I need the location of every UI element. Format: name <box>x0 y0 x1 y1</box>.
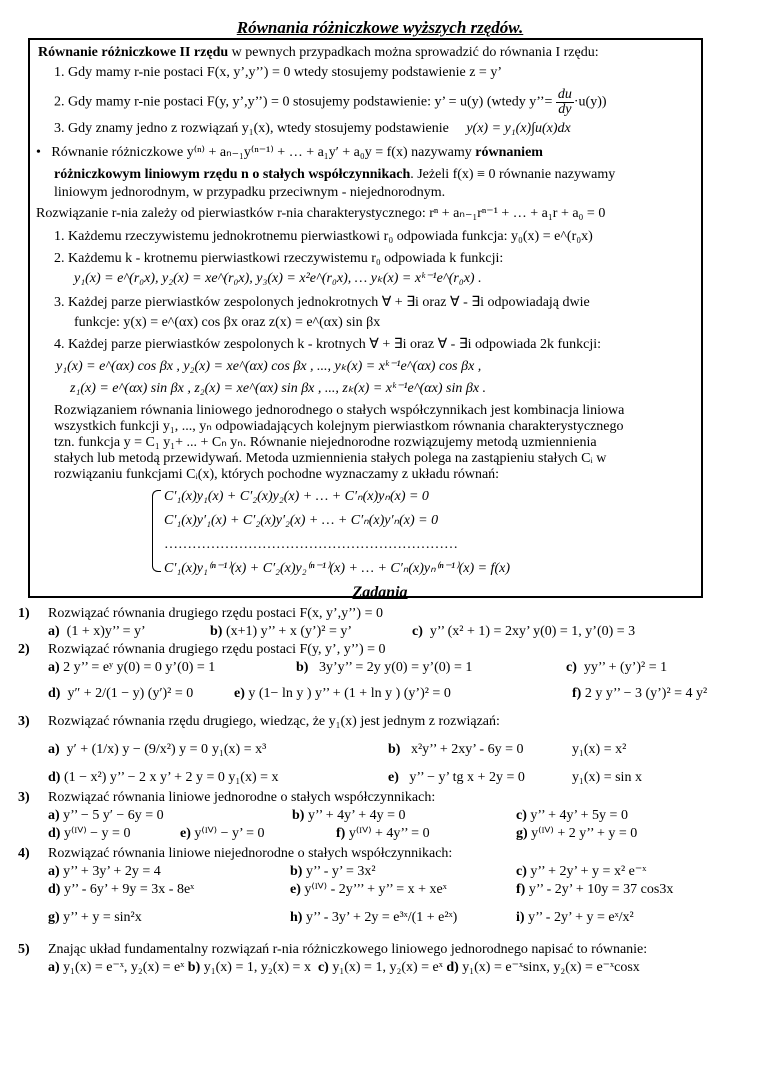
task-5a: a) y’’ + 3y’ + 2y = 4 <box>48 864 161 879</box>
task-4b: b) y’’ + 4y’ + 4y = 0 <box>292 808 406 823</box>
task-2d-eq: y″ + 2/(1 − y) (y′)² = 0 <box>67 686 194 701</box>
task-3d: d) (1 − x²) y’’ − 2 x y’ + 2 y = 0 y₁(x) = x <box>48 770 279 785</box>
task-4-text: Rozwiązać równania liniowe jednorodne o stałych współczynnikach: <box>48 790 436 805</box>
task-5-text: Rozwiązać równania liniowe niejednorodne o stałych współczynnikach: <box>48 846 453 861</box>
task-4c-eq: y’’ + 4y’ + 5y = 0 <box>530 808 628 823</box>
task-4f-eq: y⁽ᴵⱽ⁾ + 4y’’ = 0 <box>348 826 430 841</box>
case-3 <box>54 120 571 137</box>
task-2c-eq: yy’’ + (y’)² = 1 <box>583 660 668 675</box>
task-3e: e) y’’ − y’ tg x + 2y = 0 <box>388 770 525 785</box>
task-4a: a) y’’ − 5 y′ − 6y = 0 <box>48 808 164 823</box>
task-5g: g) y’’ + y = sin²x <box>48 910 142 925</box>
task-2e: e) y (1− ln y ) y’’ + (1 + ln y ) (y’)² = 0 <box>234 686 451 701</box>
case-2-tail: ·u(y)) <box>573 94 607 110</box>
task-3-text: Rozwiązać równania rzędu drugiego, wiedząc, że y₁(x) jest jednym z rozwiązań: <box>48 714 500 729</box>
task-1b: b) (x+1) y’’ + x (y’)² = y’ <box>210 624 353 639</box>
task-2f: f) 2 y y’’ − 3 (y’)² = 4 y² <box>572 686 708 701</box>
task-2-text: Rozwiązać równania drugiego rzędu postaci F(y, y’, y’’) = 0 <box>48 642 386 657</box>
root-case-3: 3. Każdej parze pierwiastków zespolonych jednokrotnych ∀ + ∃i oraz ∀ - ∃i odpowiadają dwie <box>54 295 590 310</box>
task-3d-eq: (1 − x²) y’’ − 2 x y’ + 2 y = 0 y₁(x) = x <box>63 770 279 785</box>
task-5i: i) y’’ - 2y’ + y = eˣ/x² <box>516 910 634 925</box>
task-3e-solution: y₁(x) = sin x <box>572 770 642 785</box>
para-line-5: rozwiązaniu funkcjami Cᵢ(x), których pochodne wyznaczamy z układu równań: <box>54 467 500 482</box>
task-1b-eq: (x+1) y’’ + x (y’)² = y’ <box>225 624 353 639</box>
task-4c: c) y’’ + 4y’ + 5y = 0 <box>516 808 628 823</box>
task-3a-solution: y₁(x) = x³ <box>212 742 267 757</box>
theory-box <box>28 38 703 598</box>
root-case-4: 4. Każdej parze pierwiastków zespolonych k - krotnych ∀ + ∃i oraz ∀ - ∃i odpowiada 2k funkcji: <box>54 337 602 352</box>
case-2 <box>54 88 607 117</box>
frac-num: du <box>557 87 572 102</box>
task-5h-eq: y’’ - 3y’ + 2y = e³ˣ/(1 + e²ˣ) <box>305 910 458 925</box>
task-4d: d) y⁽ᴵⱽ⁾ − y = 0 <box>48 826 131 841</box>
task-1c-eq: y’’ (x² + 1) = 2xy’ y(0) = 1, y’(0) = 3 <box>429 624 636 639</box>
task-5i-eq: y’’ - 2y’ + y = eˣ/x² <box>528 910 634 925</box>
task-5f-eq: y’’ - 2y’ + 10y = 37 cos3x <box>528 882 674 897</box>
task-5b: b) y’’ - y’ = 3x² <box>290 864 376 879</box>
intro-bold: Równanie różniczkowe II rzędu <box>38 45 229 60</box>
task-5d-eq: y’’ - 6y’ + 9y = 3x - 8eˣ <box>63 882 195 897</box>
task-1a: a) (1 + x)y’’ = y’ <box>48 624 146 639</box>
task-2b-eq: 3y’y’’ = 2y y(0) = y’(0) = 1 <box>318 660 473 675</box>
task-2b: b) 3y’y’’ = 2y y(0) = y’(0) = 1 <box>296 660 473 675</box>
task-5c-eq: y’’ + 2y’ + y = x² e⁻ˣ <box>530 864 647 879</box>
task-6-text: Znając układ fundamentalny rozwiązań r-nia różniczkowego liniowego jednorodnego napisać to równanie: <box>48 942 648 957</box>
task-3a-eq: y′ + (1/x) y − (9/x²) y = 0 <box>66 742 209 757</box>
task-3b-solution: y₁(x) = x² <box>572 742 627 757</box>
system-eq-n: C′₁(x)y₁⁽ⁿ⁻¹⁾(x) + C′₂(x)y₂⁽ⁿ⁻¹⁾(x) + … + C′ₙ(x)yₙ⁽ⁿ⁻¹⁾(x) = f(x) <box>164 561 510 576</box>
root-case-3-functions: funkcje: y(x) = e^(αx) cos βx oraz z(x) = e^(αx) sin βx <box>74 315 381 330</box>
intro-line <box>38 44 599 61</box>
bullet-icon: • <box>36 145 41 160</box>
task-6a-eq: y₁(x) = e⁻ˣ, y₂(x) = eˣ <box>63 960 185 975</box>
bullet-a-bold: równaniem <box>475 145 543 160</box>
root-case-2: 2. Każdemu k - krotnemu pierwiastkowi rzeczywistemu r₀ odpowiada k funkcji: <box>54 251 504 266</box>
task-3e-eq: y’’ − y’ tg x + 2y = 0 <box>409 770 525 785</box>
bullet-b-bold: różniczkowym liniowym rzędu n o stałych współczynnikach <box>54 167 411 182</box>
task-4g: g) y⁽ᴵⱽ⁾ + 2 y’’ + y = 0 <box>516 826 638 841</box>
root-case-4-cos: y₁(x) = e^(αx) cos βx , y₂(x) = xe^(αx) cos βx , ..., yₖ(x) = xᵏ⁻¹e^(αx) cos βx , <box>56 359 482 374</box>
task-5a-eq: y’’ + 3y’ + 2y = 4 <box>63 864 161 879</box>
root-case-2-functions: y₁(x) = e^(r₀x), y₂(x) = xe^(r₀x), y₃(x) = x²e^(r₀x), … yₖ(x) = xᵏ⁻¹e^(r₀x) . <box>74 271 482 286</box>
case-1: 1. Gdy mamy r-nie postaci F(x, y’,y’’) = 0 wtedy stosujemy podstawienie z = y’ <box>54 65 502 80</box>
task-1-text: Rozwiązać równania drugiego rzędu postaci F(x, y’,y’’) = 0 <box>48 606 383 621</box>
bullet-line-b <box>54 166 615 183</box>
char-eq-line: Rozwiązanie r-nia zależy od pierwiastków r-nia charakterystycznego: rⁿ + aₙ₋₁rⁿ⁻¹ + … + a₁r + a₀ = 0 <box>36 206 606 221</box>
task-3-number: 3) <box>18 714 30 729</box>
task-5e-eq: y⁽ᴵⱽ⁾ - 2y’’’ + y’’ = x + xeˣ <box>304 882 447 897</box>
intro-rest: w pewnych przypadkach można sprowadzić do równania I rzędu: <box>228 45 599 60</box>
task-4d-eq: y⁽ᴵⱽ⁾ − y = 0 <box>63 826 131 841</box>
para-line-4: stałych lub metodą przewidywań. Metoda uzmiennienia stałych polega na zastąpieniu stałych Cᵢ w <box>54 451 607 466</box>
system-brace <box>152 490 161 572</box>
root-case-4-sin: z₁(x) = e^(αx) sin βx , z₂(x) = xe^(αx) sin βx , ..., zₖ(x) = xᵏ⁻¹e^(αx) sin βx . <box>70 381 487 396</box>
task-5c: c) y’’ + 2y’ + y = x² e⁻ˣ <box>516 864 647 879</box>
task-4a-eq: y’’ − 5 y′ − 6y = 0 <box>63 808 164 823</box>
task-2a-eq: 2 y’’ = eʸ y(0) = 0 y’(0) = 1 <box>63 660 216 675</box>
para-line-2: wszystkich funkcji y₁, ..., yₙ odpowiadających kolejnym pierwiastkom równania charakterystycznego <box>54 419 624 434</box>
page-title: Równania różniczkowe wyższych rzędów. <box>236 18 524 37</box>
task-3b-eq: x²y’’ + 2xy’ - 6y = 0 <box>410 742 524 757</box>
para-line-3: tzn. funkcja y = C₁ y₁+ ... + Cₙ yₙ. Równanie niejednorodne rozwiązujemy metodą uzmiennienia <box>54 435 597 450</box>
para-line-1: Rozwiązaniem równania liniowego jednorodnego o stałych współczynnikach jest kombinacja liniowa <box>54 403 625 418</box>
system-dots: ……………………………………………………… <box>164 537 458 552</box>
task-6b-eq: y₁(x) = 1, y₂(x) = x <box>203 960 311 975</box>
task-5h: h) y’’ - 3y’ + 2y = e³ˣ/(1 + e²ˣ) <box>290 910 458 925</box>
case-3-formula: y(x) = y₁(x)∫u(x)dx <box>466 121 571 136</box>
zadania-title: Zadania <box>352 584 408 601</box>
task-2-number: 2) <box>18 642 30 657</box>
task-6c-eq: y₁(x) = 1, y₂(x) = eˣ <box>332 960 443 975</box>
task-2e-eq: y (1− ln y ) y’’ + (1 + ln y ) (y’)² = 0 <box>248 686 451 701</box>
system-eq-1: C′₁(x)y₁(x) + C′₂(x)y₂(x) + … + C′ₙ(x)yₙ(x) = 0 <box>164 489 429 504</box>
task-1-number: 1) <box>18 606 30 621</box>
task-2f-eq: 2 y y’’ − 3 (y’)² = 4 y² <box>584 686 708 701</box>
task-4f: f) y⁽ᴵⱽ⁾ + 4y’’ = 0 <box>336 826 430 841</box>
task-6d-eq: y₁(x) = e⁻ˣsinx, y₂(x) = e⁻ˣcosx <box>462 960 640 975</box>
frac-den: dy <box>558 102 572 117</box>
task-3a: a) y′ + (1/x) y − (9/x²) y = 0 <box>48 742 209 757</box>
case-2-text: 2. Gdy mamy r-nie postaci F(y, y’,y’’) = 0 stosujemy podstawienie: y’ = u(y) (wtedy y’’= <box>54 94 553 110</box>
task-2c: c) yy’’ + (y’)² = 1 <box>566 660 668 675</box>
bullet-line-a <box>36 144 543 161</box>
task-5-number: 4) <box>18 846 30 861</box>
task-5f: f) y’’ - 2y’ + 10y = 37 cos3x <box>516 882 674 897</box>
task-5d: d) y’’ - 6y’ + 9y = 3x - 8eˣ <box>48 882 195 897</box>
task-1a-eq: (1 + x)y’’ = y’ <box>66 624 146 639</box>
root-case-1: 1. Każdemu rzeczywistemu jednokrotnemu pierwiastkowi r₀ odpowiada funkcja: y₀(x) = e^(r₀x) <box>54 229 593 244</box>
task-4-number: 3) <box>18 790 30 805</box>
bullet-b-rest: . Jeżeli f(x) ≡ 0 równanie nazywamy <box>410 167 616 182</box>
task-4b-eq: y’’ + 4y’ + 4y = 0 <box>307 808 406 823</box>
task-6-answers: a) y₁(x) = e⁻ˣ, y₂(x) = eˣ b) y₁(x) = 1, y₂(x) = x c) y₁(x) = 1, y₂(x) = eˣ d) y₁(x) = e⁻ˣsinx, y₂(x) = e⁻ˣcosx <box>48 960 640 975</box>
task-6-number: 5) <box>18 942 30 957</box>
task-1c: c) y’’ (x² + 1) = 2xy’ y(0) = 1, y’(0) = 3 <box>412 624 636 639</box>
system-eq-2: C′₁(x)y′₁(x) + C′₂(x)y′₂(x) + … + C′ₙ(x)y′ₙ(x) = 0 <box>164 513 439 528</box>
bullet-a-text: Równanie różniczkowe y⁽ⁿ⁾ + aₙ₋₁y⁽ⁿ⁻¹⁾ + … + a₁y′ + a₀y = f(x) nazywamy <box>51 145 472 160</box>
task-4g-eq: y⁽ᴵⱽ⁾ + 2 y’’ + y = 0 <box>531 826 638 841</box>
task-4e-eq: y⁽ᴵⱽ⁾ − y’ = 0 <box>194 826 265 841</box>
case-2-fraction <box>556 88 574 117</box>
task-5b-eq: y’’ - y’ = 3x² <box>305 864 376 879</box>
task-4e: e) y⁽ᴵⱽ⁾ − y’ = 0 <box>180 826 265 841</box>
bullet-line-c: liniowym jednorodnym, w przypadku przeciwnym - niejednorodnym. <box>54 185 446 200</box>
task-2a: a) 2 y’’ = eʸ y(0) = 0 y’(0) = 1 <box>48 660 216 675</box>
task-2d: d) y″ + 2/(1 − y) (y′)² = 0 <box>48 686 194 701</box>
task-3b: b) x²y’’ + 2xy’ - 6y = 0 <box>388 742 524 757</box>
task-5g-eq: y’’ + y = sin²x <box>63 910 142 925</box>
case-3-text: 3. Gdy znamy jedno z rozwiązań y₁(x), wtedy stosujemy podstawienie <box>54 121 449 136</box>
task-5e: e) y⁽ᴵⱽ⁾ - 2y’’’ + y’’ = x + xeˣ <box>290 882 447 897</box>
